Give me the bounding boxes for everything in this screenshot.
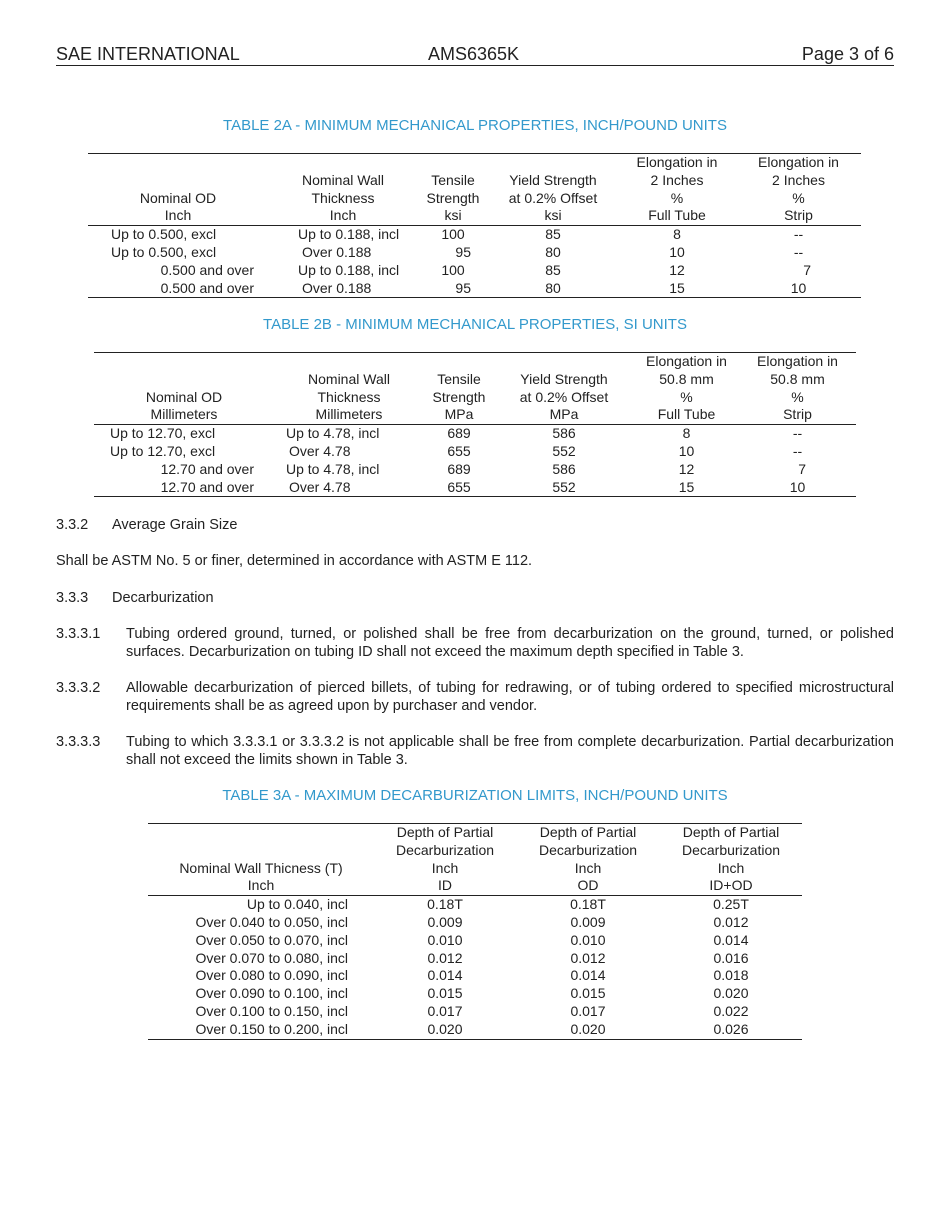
header-cell: Thickness bbox=[311, 189, 375, 206]
table-cell: 15 bbox=[618, 280, 736, 298]
header-cell: Inch bbox=[88, 207, 268, 225]
table-header-row bbox=[88, 154, 861, 172]
paragraph-number: 3.3.3.1 bbox=[56, 626, 101, 642]
table-cell: Over 0.188 bbox=[302, 243, 372, 260]
table-cell: Up to 0.500, excl bbox=[111, 226, 217, 243]
table-cell: 7 bbox=[798, 460, 806, 477]
header-cell: Tensile bbox=[437, 370, 481, 387]
table-cell: 7 bbox=[803, 261, 811, 278]
header-cell: Yield Strength bbox=[520, 370, 608, 387]
header-cell: Strength bbox=[426, 189, 480, 206]
table-cell: 0.020 bbox=[713, 985, 749, 1002]
table-cell: 100 bbox=[441, 261, 465, 278]
table-row bbox=[94, 425, 856, 443]
table-cell: Up to 4.78, incl bbox=[286, 460, 380, 477]
header-cell: 2 Inches bbox=[772, 171, 825, 188]
header-cell: ksi bbox=[418, 207, 488, 225]
table-cell: 552 bbox=[552, 442, 576, 459]
table-row bbox=[148, 985, 802, 1003]
paragraph-3-3-3-1 bbox=[56, 625, 894, 661]
table-cell: 85 bbox=[545, 226, 561, 243]
header-cell: Strip bbox=[736, 207, 861, 225]
header-cell: Thickness bbox=[317, 388, 381, 405]
table-cell: 0.010 bbox=[570, 931, 606, 948]
table-cell: Over 0.050 to 0.070, incl bbox=[195, 931, 348, 948]
table-cell: 0.014 bbox=[427, 967, 463, 984]
table-cell: Over 0.080 to 0.090, incl bbox=[195, 967, 348, 984]
table-cell: Over 4.78 bbox=[289, 442, 351, 459]
table-cell: 0.015 bbox=[427, 985, 463, 1002]
header-cell: at 0.2% Offset bbox=[519, 388, 609, 405]
paragraph-3-3-3-3 bbox=[56, 733, 894, 769]
header-cell: Full Tube bbox=[618, 207, 736, 225]
table-row bbox=[88, 280, 861, 298]
header-cell: Yield Strength bbox=[509, 171, 597, 188]
table-cell: 655 bbox=[447, 442, 471, 459]
table-cell: Over 0.188 bbox=[268, 280, 418, 298]
header-cell bbox=[148, 842, 374, 860]
section-3-3-2-heading bbox=[56, 516, 237, 534]
table-header-row bbox=[148, 842, 802, 860]
table-cell: 0.014 bbox=[570, 967, 606, 984]
table-cell: 15 bbox=[634, 479, 739, 497]
header-cell: ID+OD bbox=[660, 877, 802, 895]
table-cell: 10 bbox=[669, 243, 685, 260]
table-cell: 689 bbox=[447, 460, 471, 477]
table-cell: 10 bbox=[736, 280, 861, 298]
table-cell: 10 bbox=[678, 442, 695, 459]
table-cell: 586 bbox=[552, 425, 576, 442]
section-title: Average Grain Size bbox=[112, 517, 238, 533]
header-cell bbox=[94, 371, 274, 389]
table-cell: Over 0.150 to 0.200, incl bbox=[148, 1021, 374, 1039]
header-org: SAE INTERNATIONAL bbox=[56, 44, 240, 64]
table-3a-title: TABLE 3A - MAXIMUM DECARBURIZATION LIMITS, INCH/POUND UNITS bbox=[222, 787, 728, 804]
table-header-row bbox=[94, 353, 856, 371]
header-cell: 2 Inches bbox=[650, 171, 704, 188]
table-cell: -- bbox=[792, 425, 803, 442]
table-cell: 0.009 bbox=[427, 913, 463, 930]
header-cell: Nominal Wall bbox=[308, 370, 390, 387]
header-cell: Inch bbox=[717, 859, 745, 876]
header-cell: Elongation in bbox=[758, 154, 839, 170]
header-cell: % bbox=[670, 189, 684, 206]
table-row bbox=[148, 1021, 802, 1039]
header-cell bbox=[274, 353, 424, 371]
table-cell: 0.18T bbox=[427, 896, 463, 913]
table-cell: 0.25T bbox=[713, 896, 749, 913]
header-cell: at 0.2% Offset bbox=[508, 189, 598, 206]
paragraph-number: 3.3.3.2 bbox=[56, 680, 101, 696]
table-cell: Over 0.070 to 0.080, incl bbox=[195, 949, 348, 966]
header-cell: ID bbox=[374, 877, 516, 895]
header-cell: % bbox=[791, 388, 804, 405]
table-3a bbox=[148, 823, 802, 1040]
header-doc-number: AMS6365K bbox=[428, 44, 520, 64]
section-3-3-2-text: Shall be ASTM No. 5 or finer, determined in accordance with ASTM E 112. bbox=[56, 553, 533, 569]
table-cell: 0.020 bbox=[516, 1021, 660, 1039]
table-cell: 655 bbox=[424, 479, 494, 497]
table-2a-title: TABLE 2A - MINIMUM MECHANICAL PROPERTIES, INCH/POUND UNITS bbox=[223, 117, 727, 134]
table-cell: Up to 0.500, excl bbox=[111, 243, 217, 260]
header-cell: Millimeters bbox=[94, 406, 274, 424]
table-cell: 80 bbox=[488, 280, 618, 298]
header-cell: Depth of Partial bbox=[396, 824, 494, 840]
header-cell: MPa bbox=[424, 406, 494, 424]
table-row bbox=[94, 461, 856, 479]
table-cell: 12 bbox=[669, 261, 685, 278]
table-cell: 0.500 and over bbox=[88, 280, 268, 298]
header-cell bbox=[148, 824, 374, 842]
table-cell: 586 bbox=[552, 460, 576, 477]
table-header-row bbox=[94, 406, 856, 424]
table-cell: Up to 0.040, incl bbox=[246, 896, 348, 913]
table-cell: Over 0.100 to 0.150, incl bbox=[195, 1002, 348, 1019]
table-cell: Up to 12.70, excl bbox=[110, 442, 216, 459]
table-cell: 0.017 bbox=[427, 1002, 463, 1019]
table-cell: 12.70 and over bbox=[94, 479, 274, 497]
table-cell: 85 bbox=[545, 261, 561, 278]
table-row bbox=[88, 244, 861, 262]
table-header-row bbox=[148, 860, 802, 878]
header-cell bbox=[88, 172, 268, 190]
header-cell: Depth of Partial bbox=[539, 824, 637, 840]
header-cell: % bbox=[792, 189, 805, 206]
table-cell: 689 bbox=[447, 425, 471, 442]
header-cell: Elongation in bbox=[636, 154, 718, 170]
table-cell: 0.015 bbox=[570, 985, 606, 1002]
table-row bbox=[148, 896, 802, 914]
header-cell: Nominal Wall bbox=[302, 171, 384, 188]
header-cell: 50.8 mm bbox=[770, 370, 825, 387]
header-cell: Elongation in bbox=[757, 353, 838, 369]
table-cell: 0.010 bbox=[427, 931, 463, 948]
table-row bbox=[94, 443, 856, 461]
header-cell: Depth of Partial bbox=[682, 824, 780, 840]
table-2a bbox=[88, 153, 861, 298]
header-cell: Elongation in bbox=[646, 353, 727, 369]
table-header-row bbox=[148, 824, 802, 842]
header-cell: % bbox=[680, 388, 693, 405]
header-cell: Decarburization bbox=[538, 841, 638, 858]
table-cell: 0.014 bbox=[713, 931, 749, 948]
table-row bbox=[148, 932, 802, 950]
table-cell: 8 bbox=[682, 425, 691, 442]
table-cell: 100 bbox=[441, 226, 465, 243]
header-cell: Inch bbox=[574, 859, 602, 876]
table-cell: 12 bbox=[678, 460, 695, 477]
table-cell: 0.012 bbox=[713, 913, 749, 930]
table-row bbox=[148, 950, 802, 968]
paragraph-number: 3.3.3.3 bbox=[56, 734, 101, 750]
header-cell bbox=[424, 353, 494, 371]
section-number: 3.3.3 bbox=[56, 590, 89, 606]
paragraph-text: Allowable decarburization of pierced billets, of tubing for redrawing, or of tubing ordered to specified microstructural requirements shall be as agreed upon by purchaser and vendor. bbox=[126, 680, 894, 714]
header-cell bbox=[94, 353, 274, 371]
table-cell: 0.016 bbox=[713, 949, 749, 966]
header-cell: Inch bbox=[431, 859, 459, 876]
table-cell: 0.500 and over bbox=[160, 261, 254, 278]
paragraph-3-3-3-2 bbox=[56, 679, 894, 715]
table-header-row bbox=[88, 207, 861, 225]
table-cell: Up to 4.78, incl bbox=[286, 425, 380, 442]
header-cell bbox=[494, 353, 634, 371]
table-cell: 0.018 bbox=[713, 967, 749, 984]
table-2b bbox=[94, 352, 856, 497]
header-cell: Nominal Wall Thicness (T) bbox=[179, 859, 343, 876]
table-cell: 0.18T bbox=[570, 896, 606, 913]
header-cell bbox=[88, 154, 268, 172]
paragraph-text: Tubing to which 3.3.3.1 or 3.3.3.2 is not applicable shall be free from complete decarburization. Partial decarburization shall not exceed the limits shown in Table 3. bbox=[126, 734, 894, 768]
table-cell: 80 bbox=[545, 243, 561, 260]
table-row bbox=[148, 914, 802, 932]
header-cell: Full Tube bbox=[634, 406, 739, 424]
header-cell: Decarburization bbox=[681, 841, 781, 858]
header-cell: Strength bbox=[432, 388, 486, 405]
table-cell: 0.009 bbox=[570, 913, 606, 930]
table-cell: 0.026 bbox=[660, 1021, 802, 1039]
header-cell: ksi bbox=[488, 207, 618, 225]
table-cell: Up to 12.70, excl bbox=[110, 425, 216, 442]
table-2b-title: TABLE 2B - MINIMUM MECHANICAL PROPERTIES, SI UNITS bbox=[263, 316, 687, 333]
page-header bbox=[56, 44, 894, 66]
table-row bbox=[88, 262, 861, 280]
table-cell: 0.020 bbox=[374, 1021, 516, 1039]
table-cell: 552 bbox=[494, 479, 634, 497]
section-3-3-3-heading bbox=[56, 589, 214, 607]
header-cell: MPa bbox=[494, 406, 634, 424]
header-cell: Inch bbox=[268, 207, 418, 225]
table-cell: 95 bbox=[418, 280, 488, 298]
table-cell: 95 bbox=[455, 243, 471, 260]
header-cell bbox=[418, 154, 488, 172]
header-cell bbox=[488, 154, 618, 172]
table-row bbox=[94, 479, 856, 497]
header-cell: Millimeters bbox=[274, 406, 424, 424]
table-row bbox=[88, 226, 861, 244]
table-cell: 12.70 and over bbox=[160, 460, 254, 477]
header-cell: Nominal OD bbox=[145, 388, 223, 405]
table-cell: Up to 0.188, incl bbox=[298, 226, 400, 243]
section-number: 3.3.2 bbox=[56, 517, 89, 533]
header-cell: Inch bbox=[148, 877, 374, 895]
header-cell: OD bbox=[516, 877, 660, 895]
table-row bbox=[148, 967, 802, 985]
header-cell: Nominal OD bbox=[139, 189, 217, 206]
table-cell: 0.017 bbox=[570, 1002, 606, 1019]
table-cell: Over 0.040 to 0.050, incl bbox=[195, 913, 348, 930]
table-cell: Up to 0.188, incl bbox=[298, 261, 400, 278]
table-row bbox=[148, 1003, 802, 1021]
table-cell: 0.012 bbox=[570, 949, 606, 966]
table-header-row bbox=[94, 371, 856, 389]
table-header-row bbox=[94, 389, 856, 407]
header-cell: 50.8 mm bbox=[659, 370, 714, 387]
table-cell: 0.012 bbox=[427, 949, 463, 966]
section-title: Decarburization bbox=[112, 590, 214, 606]
header-cell: Tensile bbox=[431, 171, 475, 188]
header-cell bbox=[268, 154, 418, 172]
header-cell: Decarburization bbox=[395, 841, 495, 858]
paragraph-text: Tubing ordered ground, turned, or polished shall be free from decarburization on the ground, turned, or polished surfaces. Decarburization on tubing ID shall not exceed the maximum depth specified in Table 3. bbox=[126, 626, 894, 660]
table-cell: -- bbox=[792, 442, 803, 459]
table-cell: -- bbox=[793, 226, 804, 243]
table-cell: 0.022 bbox=[713, 1002, 749, 1019]
table-cell: 10 bbox=[739, 479, 856, 497]
header-page-number: Page 3 of 6 bbox=[801, 44, 894, 64]
table-cell: 8 bbox=[673, 226, 681, 243]
table-cell: Over 0.090 to 0.100, incl bbox=[195, 985, 348, 1002]
table-cell: Over 4.78 bbox=[274, 479, 424, 497]
table-header-row bbox=[148, 877, 802, 895]
table-header-row bbox=[88, 190, 861, 208]
header-cell: Strip bbox=[739, 406, 856, 424]
table-header-row bbox=[88, 172, 861, 190]
table-cell: -- bbox=[793, 243, 804, 260]
